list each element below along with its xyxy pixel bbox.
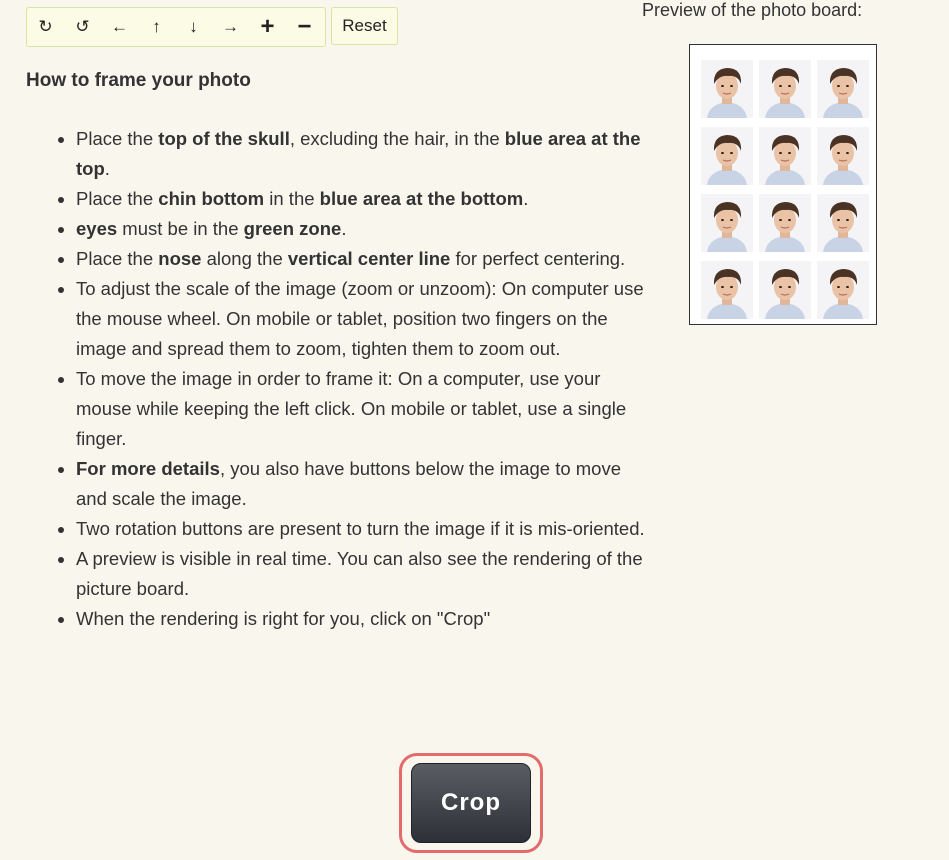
emphasis-text: chin bottom bbox=[158, 188, 265, 209]
move-up-button[interactable] bbox=[138, 8, 175, 46]
photo-thumbnail bbox=[701, 127, 753, 185]
instruction-text: Two rotation buttons are present to turn the image if it is mis-oriented. bbox=[76, 518, 645, 539]
photo-thumbnail bbox=[759, 261, 811, 319]
move-right-button[interactable] bbox=[212, 8, 249, 46]
instruction-item bbox=[76, 454, 656, 514]
instruction-item bbox=[76, 604, 656, 634]
image-toolbar bbox=[26, 7, 326, 47]
rotate-right-icon: ↻ bbox=[38, 17, 53, 36]
photo-board-preview bbox=[689, 44, 877, 325]
instruction-text: for perfect centering. bbox=[450, 248, 626, 269]
photo-thumbnail bbox=[759, 127, 811, 185]
emphasis-text: eyes bbox=[76, 218, 118, 239]
instruction-text: Place the bbox=[76, 188, 159, 209]
instructions-title: How to frame your photo bbox=[26, 70, 251, 91]
instruction-text: . bbox=[104, 158, 110, 179]
rotate-left-icon: ↺ bbox=[75, 17, 90, 36]
reset-button[interactable]: Reset bbox=[331, 7, 398, 45]
emphasis-text: blue area at the bottom bbox=[319, 188, 524, 209]
instruction-text: in the bbox=[264, 188, 320, 209]
zoom-out-icon: − bbox=[297, 13, 312, 40]
photo-thumbnail bbox=[759, 194, 811, 252]
instruction-text: , you also have buttons below the image to move and scale the image. bbox=[76, 458, 622, 509]
instruction-text: To move the image in order to frame it: On a computer, use your mouse while keeping the left click. On mobile or tablet, use a single finger. bbox=[76, 368, 627, 449]
move-left-button[interactable] bbox=[101, 8, 138, 46]
zoom-in-icon: + bbox=[260, 13, 275, 40]
photo-thumbnail bbox=[759, 60, 811, 118]
instruction-text: . bbox=[523, 188, 529, 209]
instruction-item bbox=[76, 364, 656, 454]
photo-thumbnail bbox=[817, 194, 869, 252]
instruction-item bbox=[76, 184, 656, 214]
instruction-item bbox=[76, 274, 656, 364]
emphasis-text: For more details bbox=[76, 458, 220, 479]
rotate-left-button[interactable] bbox=[64, 8, 101, 46]
photo-thumbnail bbox=[701, 60, 753, 118]
instruction-item bbox=[76, 214, 656, 244]
crop-button[interactable]: Crop bbox=[411, 763, 531, 843]
rotate-right-button[interactable] bbox=[27, 8, 64, 46]
move-left-icon: ← bbox=[111, 17, 128, 36]
instruction-text: . bbox=[341, 218, 347, 239]
preview-label: Preview of the photo board: bbox=[642, 0, 863, 20]
photo-thumbnail bbox=[817, 261, 869, 319]
photo-thumbnail bbox=[817, 60, 869, 118]
crop-button-highlight bbox=[399, 753, 543, 853]
instructions-list bbox=[26, 124, 656, 634]
instruction-text: To adjust the scale of the image (zoom or unzoom): On computer use the mouse wheel. On mobile or tablet, position two fingers on the image and spread them to zoom, tighten them to zoom out. bbox=[76, 278, 644, 359]
emphasis-text: nose bbox=[158, 248, 202, 269]
move-down-icon: ↓ bbox=[189, 17, 198, 36]
emphasis-text: green zone bbox=[243, 218, 342, 239]
emphasis-text: vertical center line bbox=[287, 248, 451, 269]
move-right-icon: → bbox=[222, 17, 239, 36]
photo-thumbnail bbox=[701, 261, 753, 319]
instruction-text: Place the bbox=[76, 248, 159, 269]
photo-thumbnail bbox=[701, 194, 753, 252]
move-down-button[interactable] bbox=[175, 8, 212, 46]
instruction-text: When the rendering is right for you, click on "Crop" bbox=[76, 608, 491, 629]
emphasis-text: blue area at the top bbox=[76, 128, 641, 179]
instruction-item bbox=[76, 124, 656, 184]
instruction-text: , excluding the hair, in the bbox=[289, 128, 505, 149]
instruction-item bbox=[76, 544, 656, 604]
instruction-text: along the bbox=[201, 248, 288, 269]
instruction-text: A preview is visible in real time. You can also see the rendering of the picture board. bbox=[76, 548, 643, 599]
emphasis-text: top of the skull bbox=[158, 128, 290, 149]
instruction-item bbox=[76, 244, 656, 274]
instruction-item bbox=[76, 514, 656, 544]
move-up-icon: ↑ bbox=[152, 17, 161, 36]
instruction-text: Place the bbox=[76, 128, 159, 149]
photo-thumbnail bbox=[817, 127, 869, 185]
instruction-text: must be in the bbox=[117, 218, 244, 239]
zoom-in-button[interactable] bbox=[249, 8, 286, 46]
zoom-out-button[interactable] bbox=[286, 8, 323, 46]
